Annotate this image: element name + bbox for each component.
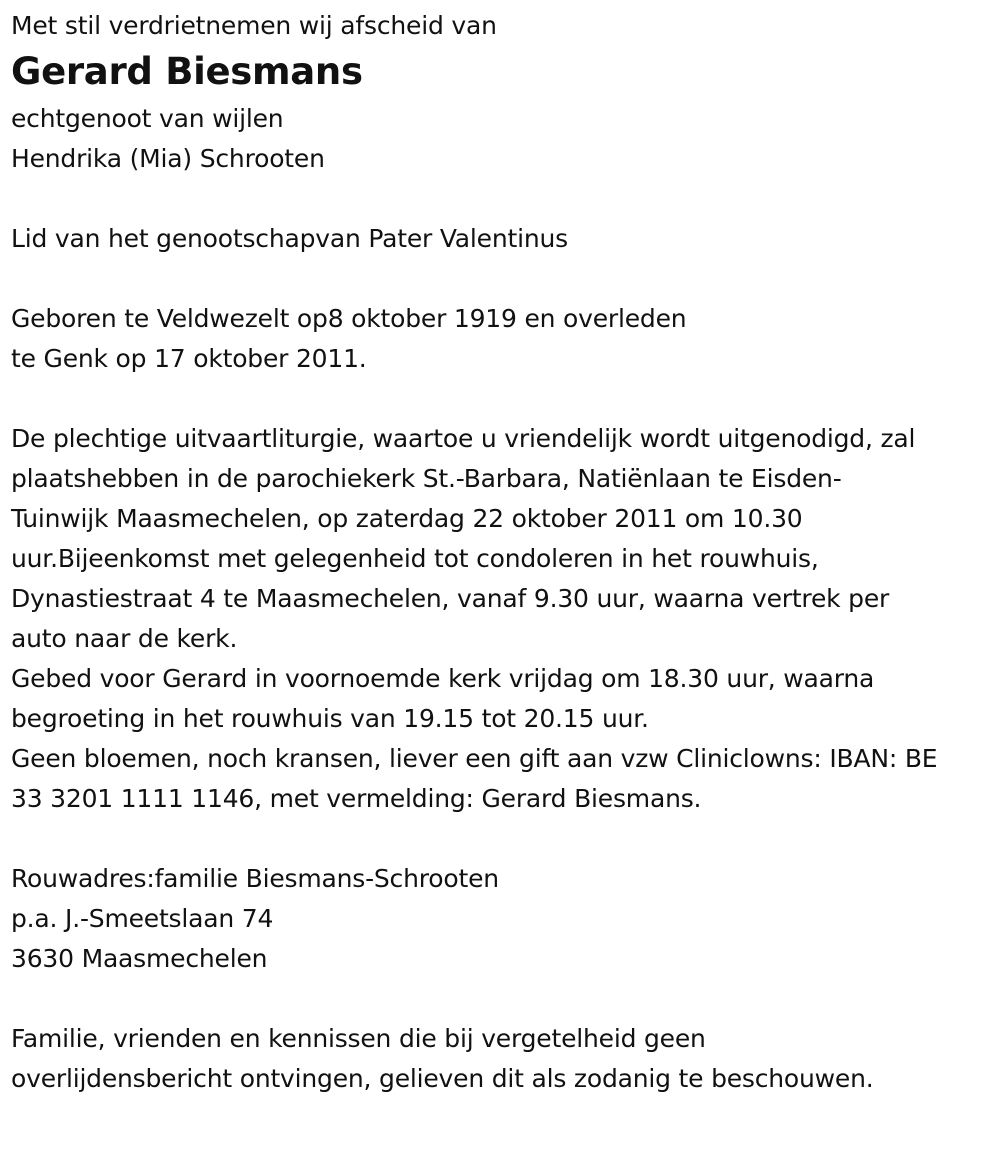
ceremony-line: plaatshebben in de parochiekerk St.-Barbara, Natiënlaan te Eisden-: [11, 464, 842, 493]
birth-line: Geboren te Veldwezelt op8 oktober 1919 en overleden: [11, 304, 687, 333]
prayer-line: begroeting in het rouwhuis van 19.15 tot 20.15 uur.: [11, 704, 649, 733]
spacer: [11, 379, 991, 419]
spouse-name-line: Hendrika (Mia) Schrooten: [11, 144, 325, 173]
spacer: [11, 819, 991, 859]
ceremony-line: Tuinwijk Maasmechelen, op zaterdag 22 oktober 2011 om 10.30: [11, 504, 803, 533]
closing-block: [11, 1019, 991, 1099]
ceremony-line: Dynastiestraat 4 te Maasmechelen, vanaf 9.30 uur, waarna vertrek per: [11, 584, 890, 613]
address-line: Rouwadres:familie Biesmans-Schrooten: [11, 864, 499, 893]
closing-line: Familie, vrienden en kennissen die bij vergetelheid geen: [11, 1024, 706, 1053]
death-line: te Genk op 17 oktober 2011.: [11, 344, 367, 373]
spacer: [11, 179, 991, 219]
address-line: p.a. J.-Smeetslaan 74: [11, 904, 274, 933]
ceremony-line: De plechtige uitvaartliturgie, waartoe u vriendelijk wordt uitgenodigd, zal: [11, 424, 916, 453]
donation-line: Geen bloemen, noch kransen, liever een gift aan vzw Cliniclowns: IBAN: BE: [11, 744, 938, 773]
address-block: [11, 859, 991, 979]
ceremony-block: [11, 419, 991, 819]
deceased-name: Gerard Biesmans: [11, 50, 363, 93]
donation-line: 33 3201 1111 1146, met vermelding: Gerard Biesmans.: [11, 784, 702, 813]
address-line: 3630 Maasmechelen: [11, 944, 268, 973]
membership-line: Lid van het genootschapvan Pater Valentinus: [11, 224, 568, 253]
spacer: [11, 979, 991, 1019]
intro-line: Met stil verdrietnemen wij afscheid van: [11, 11, 497, 40]
ceremony-line: auto naar de kerk.: [11, 624, 238, 653]
spouse-block: [11, 99, 991, 179]
closing-line: overlijdensbericht ontvingen, gelieven dit als zodanig te beschouwen.: [11, 1064, 874, 1093]
prayer-line: Gebed voor Gerard in voornoemde kerk vrijdag om 18.30 uur, waarna: [11, 664, 875, 693]
ceremony-line: uur.Bijeenkomst met gelegenheid tot condoleren in het rouwhuis,: [11, 544, 819, 573]
obituary-document: [11, 0, 991, 1099]
spouse-line: echtgenoot van wijlen: [11, 104, 284, 133]
spacer: [11, 259, 991, 299]
birth-death-block: [11, 299, 991, 379]
